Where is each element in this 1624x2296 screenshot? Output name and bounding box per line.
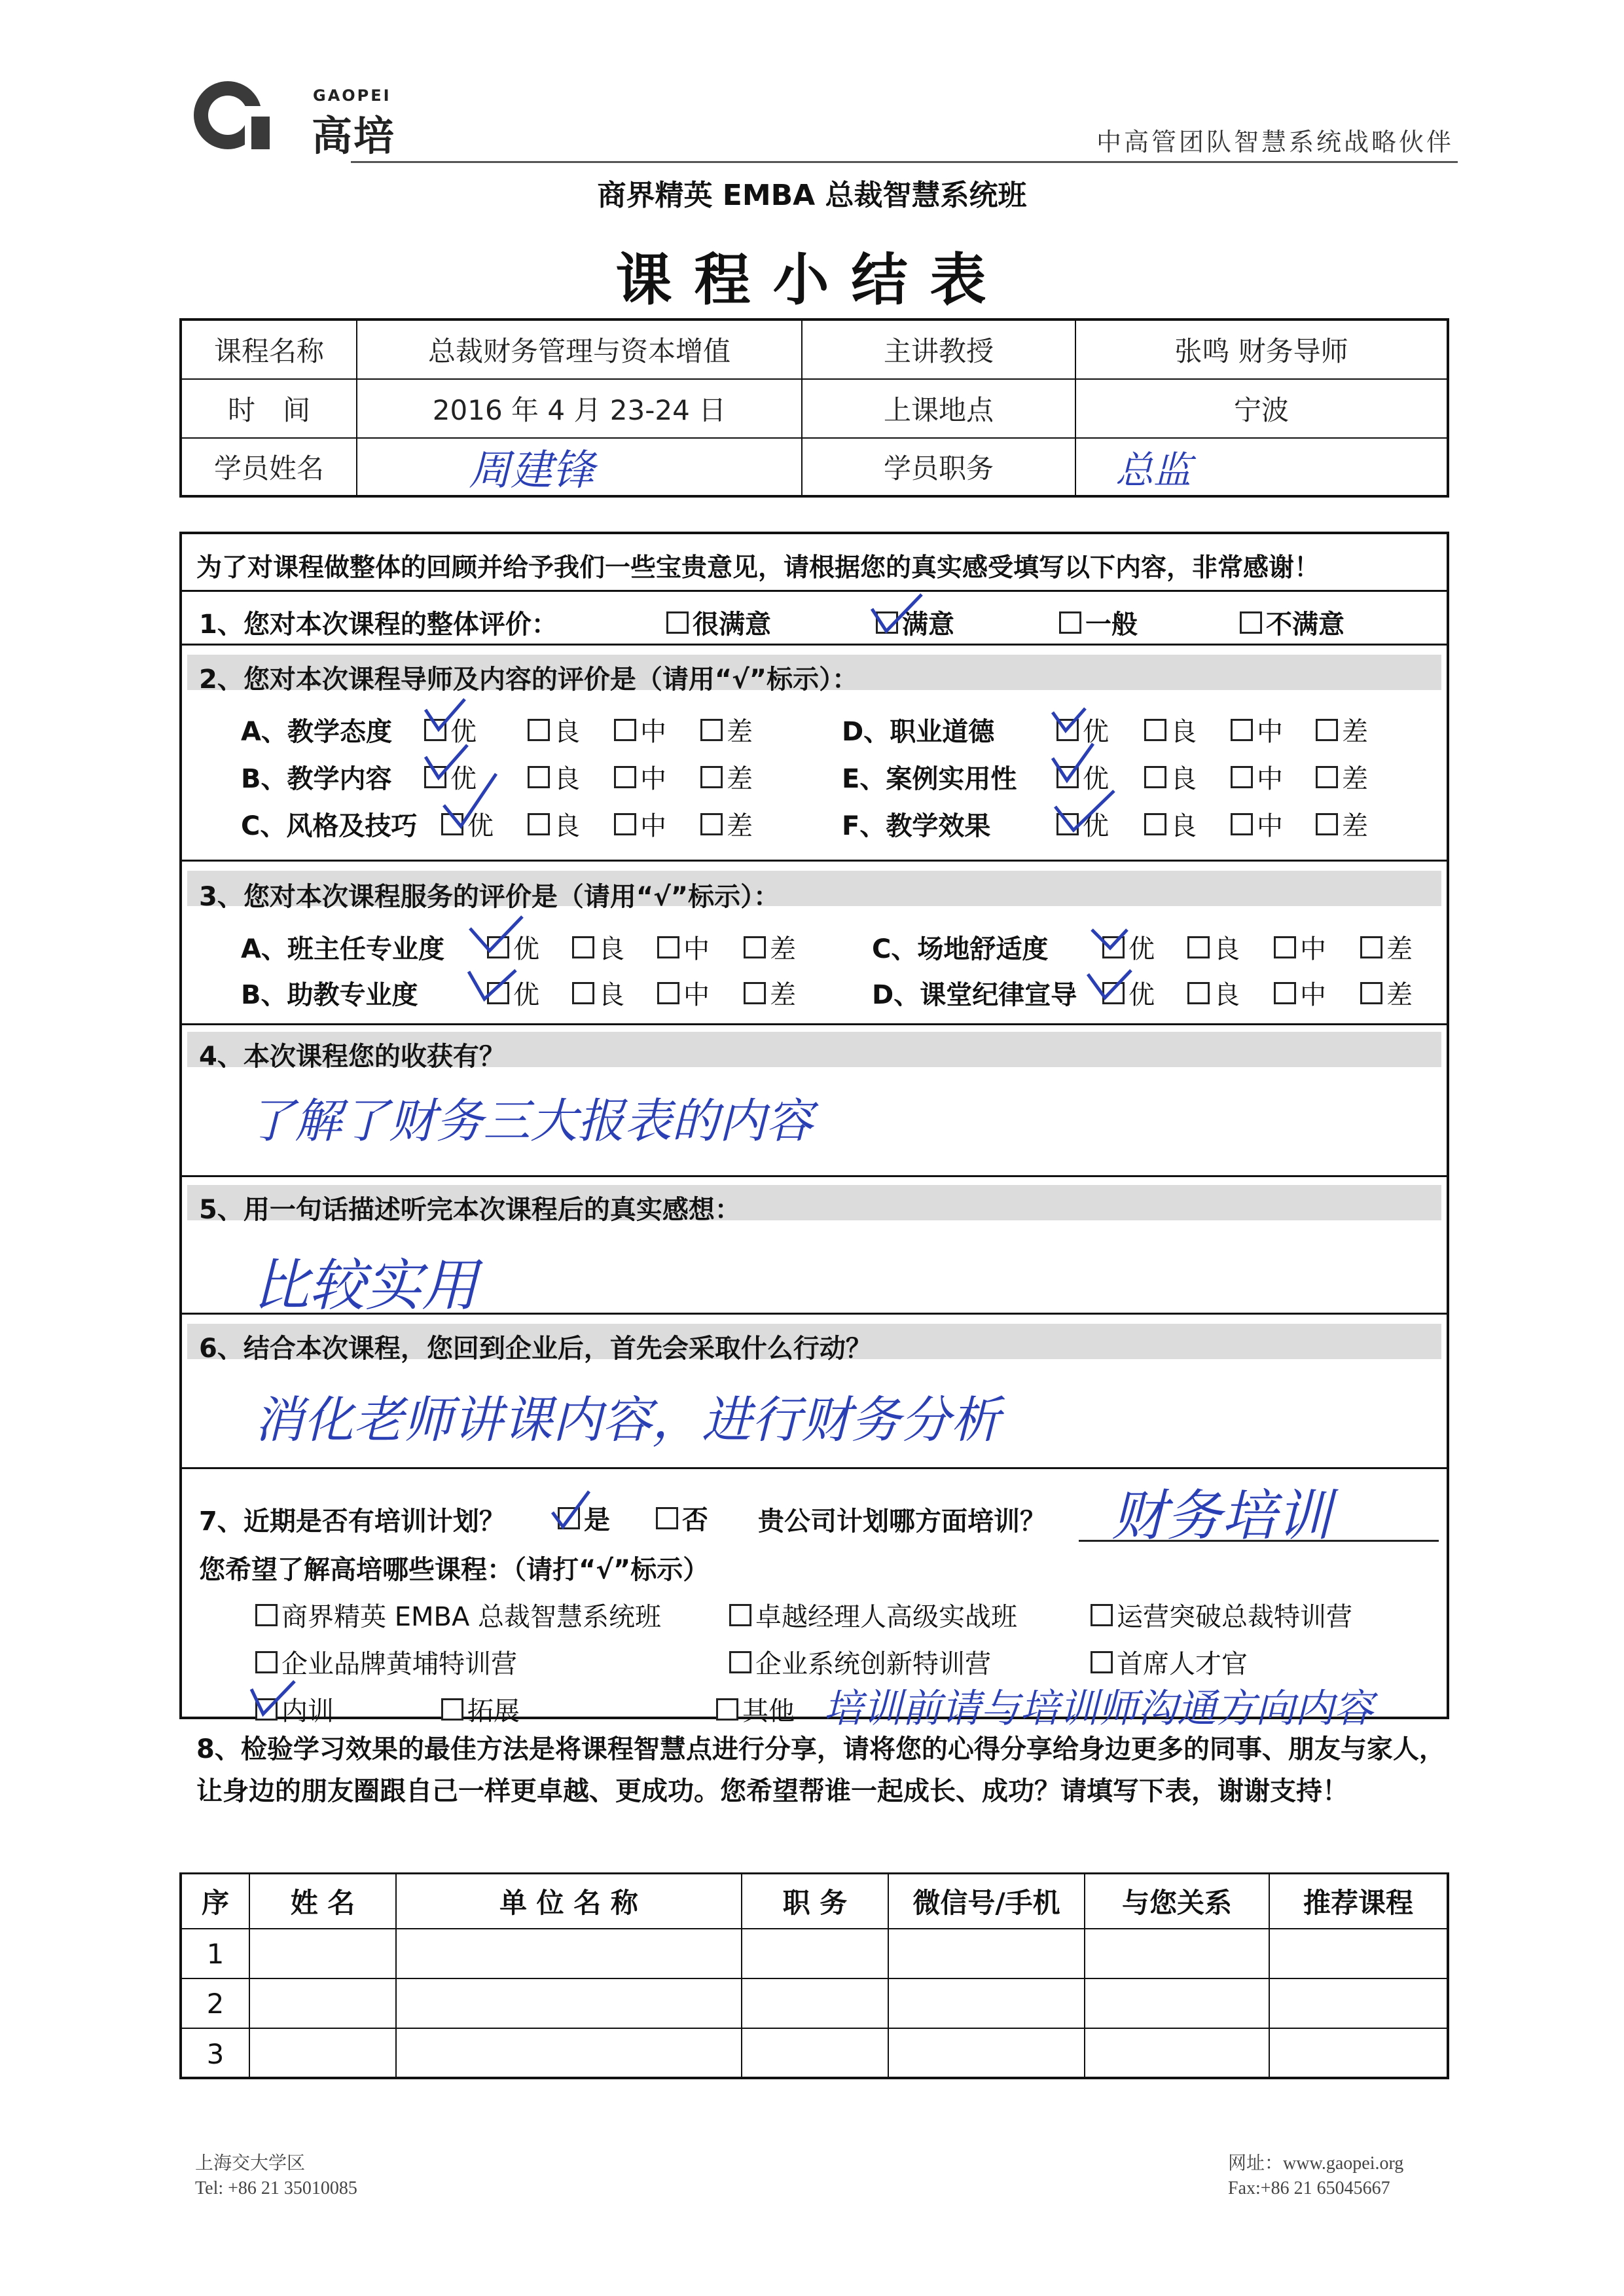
slogan: 中高管团队智慧系统战略伙伴 [1096,128,1454,156]
q2-title: 2、您对本次课程导师及内容的评价是（请用“√”标示）： [199,665,859,695]
col-contact-header: 微信号/手机 [889,1874,1085,1928]
q5-title: 5、用一句话描述听完本次课程后的真实感想： [199,1195,741,1225]
student-name-value[interactable] [357,439,803,495]
grade-good[interactable]: 良 [1187,974,1240,1011]
lecturer-label: 主讲教授 [803,321,1076,378]
course-option-internal-training[interactable]: 内训 [255,1690,334,1728]
checkbox[interactable] [1059,611,1081,634]
question-5 [182,1177,1447,1319]
handwritten-check-marks [182,646,1449,862]
question-1 [182,592,1447,646]
q5-handwritten-answer[interactable]: 比较实用 [253,1253,478,1319]
course-name-value: 总裁财务管理与资本增值 [357,321,803,378]
company-cell[interactable] [397,1979,742,2028]
q6-handwritten-answer[interactable]: 消化老师讲课内容，进行财务分析 [254,1391,1000,1449]
footer-left [195,2151,357,2201]
grade-poor[interactable]: 差 [1316,805,1368,843]
grade-fair[interactable]: 中 [657,974,710,1011]
grade-fair[interactable]: 中 [1231,758,1283,795]
grade-good[interactable]: 良 [528,711,580,748]
student-position-value[interactable] [1076,439,1447,495]
grade-fair[interactable]: 中 [1231,711,1283,748]
q3-item-a: A、班主任专业度 [241,934,444,964]
grade-excellent[interactable]: 优 [1056,758,1109,795]
q1-option-very-satisfied[interactable]: 很满意 [666,604,771,641]
col-position-header: 职 务 [742,1874,889,1928]
table-row [182,1979,1447,2029]
q7-handwritten-other[interactable]: 培训前请与培训师沟通方向内容 [823,1686,1373,1732]
position-cell[interactable] [742,1929,889,1978]
question-2 [182,646,1447,862]
footer-website[interactable]: 网址：www.gaopei.org [1228,2153,1404,2174]
course-option-operations[interactable]: 运营突破总裁特训营 [1091,1596,1352,1633]
col-name-header: 姓 名 [250,1874,397,1928]
student-position-label: 学员职务 [803,439,1076,495]
q2-item-d: D、职业道德 [842,717,995,747]
location-label: 上课地点 [803,380,1076,437]
course-option-manager[interactable]: 卓越经理人高级实战班 [729,1596,1017,1633]
grade-excellent[interactable]: 优 [487,974,539,1011]
info-row [182,439,1447,495]
footer-telephone: Tel: +86 21 35010085 [195,2178,357,2198]
q4-handwritten-answer[interactable]: 了解了财务三大报表的内容 [247,1093,814,1148]
grade-poor[interactable]: 差 [1360,928,1413,966]
row-index: 3 [182,2029,250,2079]
gaopei-logo [190,77,425,160]
col-index-header: 序 [182,1874,250,1928]
q1-title: 1、您对本次课程的整体评价： [199,610,558,640]
q7-no-option[interactable]: 否 [656,1499,708,1537]
document-title: 课程小结表 [615,247,1009,313]
relation-cell[interactable] [1085,1979,1270,2028]
logo-latin-text: GAOPEI [313,86,391,105]
q2-item-c: C、风格及技巧 [241,811,418,841]
q3-item-c: C、场地舒适度 [872,934,1049,964]
q4-title: 4、本次课程您的收获有？ [199,1042,505,1072]
logo-chinese-text: 高培 [312,112,396,160]
grade-fair[interactable]: 中 [614,711,666,748]
grade-poor[interactable]: 差 [1316,758,1368,795]
relation-cell[interactable] [1085,1929,1270,1978]
company-cell[interactable] [397,2029,742,2079]
handwritten-check-marks [182,862,1449,1025]
q7-courses-prompt: 您希望了解高培哪些课程：（请打“√”标示） [199,1555,710,1585]
gaopei-logo-icon [190,77,275,153]
referral-header-row [182,1874,1447,1929]
grade-excellent[interactable]: 优 [441,805,494,843]
document-subtitle: 商界精英 EMBA 总裁智慧系统班 [597,179,1027,212]
course-option-outdoor[interactable]: 拓展 [441,1690,520,1728]
checkbox[interactable] [666,611,689,634]
name-cell[interactable] [250,1929,397,1978]
grade-excellent[interactable]: 优 [1102,928,1155,966]
grade-excellent[interactable]: 优 [424,758,477,795]
q3-title: 3、您对本次课程服务的评价是（请用“√”标示）： [199,882,780,912]
time-value: 2016 年 4 月 23-24 日 [357,380,803,437]
grade-fair[interactable]: 中 [657,928,710,966]
footer-right [1228,2151,1403,2201]
q7-title: 7、近期是否有培训计划？ [199,1506,505,1537]
col-course-header: 推荐课程 [1303,1887,1413,1919]
handwritten-check-mark [247,1679,300,1718]
grade-good[interactable]: 良 [1144,711,1197,748]
course-cell[interactable] [1270,1929,1447,1978]
grade-excellent[interactable]: 优 [1056,805,1109,843]
checkbox[interactable] [1240,611,1262,634]
q1-option-average[interactable]: 一般 [1059,604,1138,641]
q1-option-unsatisfied[interactable]: 不满意 [1240,604,1344,641]
grade-poor[interactable]: 差 [700,758,753,795]
grade-good[interactable]: 良 [528,805,580,843]
grade-poor[interactable]: 差 [1316,711,1368,748]
course-option-emba[interactable]: 商界精英 EMBA 总裁智慧系统班 [255,1596,661,1633]
contact-cell[interactable] [889,2029,1085,2079]
grade-poor[interactable]: 差 [700,711,753,748]
grade-fair[interactable]: 中 [614,805,666,843]
survey-form [179,532,1449,1732]
position-cell[interactable] [742,1979,889,2028]
course-option-talent-officer[interactable]: 首席人才官 [1091,1643,1248,1681]
grade-good[interactable]: 良 [572,928,624,966]
question-3 [182,862,1447,1025]
q2-item-e: E、案例实用性 [842,764,1017,794]
question-7 [182,1469,1447,1732]
table-row [182,1929,1447,1979]
grade-poor[interactable]: 差 [744,928,796,966]
position-cell[interactable] [742,2029,889,2079]
q3-item-d: D、课堂纪律宣导 [872,980,1077,1010]
q2-item-b: B、教学内容 [241,764,392,794]
grade-excellent[interactable]: 优 [424,711,477,748]
q3-item-b: B、助教专业度 [241,980,418,1010]
table-row [182,2029,1447,2079]
q7-handwritten-training-topic[interactable]: 财务培训 [1111,1484,1332,1548]
student-name-label: 学员姓名 [182,439,357,495]
grade-good[interactable]: 良 [572,974,624,1011]
grade-fair[interactable]: 中 [1274,928,1326,966]
grade-poor[interactable]: 差 [1360,974,1413,1011]
grade-fair[interactable]: 中 [1231,805,1283,843]
survey-intro: 为了对课程做整体的回顾并给予我们一些宝贵意见，请根据您的真实感受填写以下内容，非常感谢！ [196,553,1320,583]
handwritten-student-position: 总监 [1115,448,1192,492]
time-label: 时 间 [182,380,357,437]
grade-poor[interactable]: 差 [700,805,753,843]
grade-good[interactable]: 良 [1187,928,1240,966]
name-cell[interactable] [250,2029,397,2079]
info-row [182,380,1447,439]
relation-cell[interactable] [1085,2029,1270,2079]
q1-option-satisfied[interactable]: 满意 [876,604,954,641]
footer-address: 上海交大学区 [195,2153,306,2174]
course-name-label: 课程名称 [182,321,357,378]
grade-poor[interactable]: 差 [744,974,796,1011]
contact-cell[interactable] [889,1929,1085,1978]
row-index: 2 [182,1979,250,2028]
referral-table [179,1872,1449,2079]
footer-fax: Fax:+86 21 65045667 [1228,2178,1390,2198]
q2-item-a: A、教学态度 [241,717,392,747]
company-cell[interactable] [397,1929,742,1978]
lecturer-value: 张鸣 财务导师 [1174,335,1348,367]
question-4 [182,1025,1447,1177]
q8-text: 8、检验学习效果的最佳方法是将课程智慧点进行分享，请将您的心得分享给身边更多的同事、朋友与家人，让身边的朋友圈跟自己一样更卓越、更成功。您希望帮谁一起成长、成功？请填写下表，谢谢支持！ [196,1734,1445,1806]
col-relation-header: 与您关系 [1085,1874,1270,1928]
course-option-innovation[interactable]: 企业系统创新特训营 [729,1643,991,1681]
course-cell[interactable] [1270,2029,1447,2079]
handwritten-student-name: 周建锋 [469,446,594,495]
grade-fair[interactable]: 中 [614,758,666,795]
grade-excellent[interactable]: 优 [1102,974,1155,1011]
q7-which-training: 贵公司计划哪方面培训？ [758,1506,1046,1537]
header-divider [351,161,1458,163]
course-info-table [179,318,1449,498]
grade-excellent[interactable]: 优 [1056,711,1109,748]
location-value: 宁波 [1233,394,1289,426]
grade-good[interactable]: 良 [1144,758,1197,795]
grade-fair[interactable]: 中 [1274,974,1326,1011]
survey-intro-section [182,534,1447,592]
grade-good[interactable]: 良 [528,758,580,795]
course-option-brand[interactable]: 企业品牌黄埔特训营 [255,1643,517,1681]
q6-title: 6、结合本次课程，您回到企业后，首先会采取什么行动？ [199,1334,872,1364]
contact-cell[interactable] [889,1979,1085,2028]
handwritten-check-mark [549,1489,594,1531]
q7-yes-option[interactable]: 是 [558,1499,610,1537]
q2-item-f: F、教学效果 [842,811,991,841]
col-company-header: 单 位 名 称 [397,1874,742,1928]
grade-good[interactable]: 良 [1144,805,1197,843]
info-row [182,321,1447,380]
question-6 [182,1315,1447,1469]
course-cell[interactable] [1270,1979,1447,2028]
handwritten-check-mark [869,592,928,639]
name-cell[interactable] [250,1979,397,2028]
row-index: 1 [182,1929,250,1978]
grade-excellent[interactable]: 优 [487,928,539,966]
course-option-other[interactable]: 其他 [716,1690,795,1728]
